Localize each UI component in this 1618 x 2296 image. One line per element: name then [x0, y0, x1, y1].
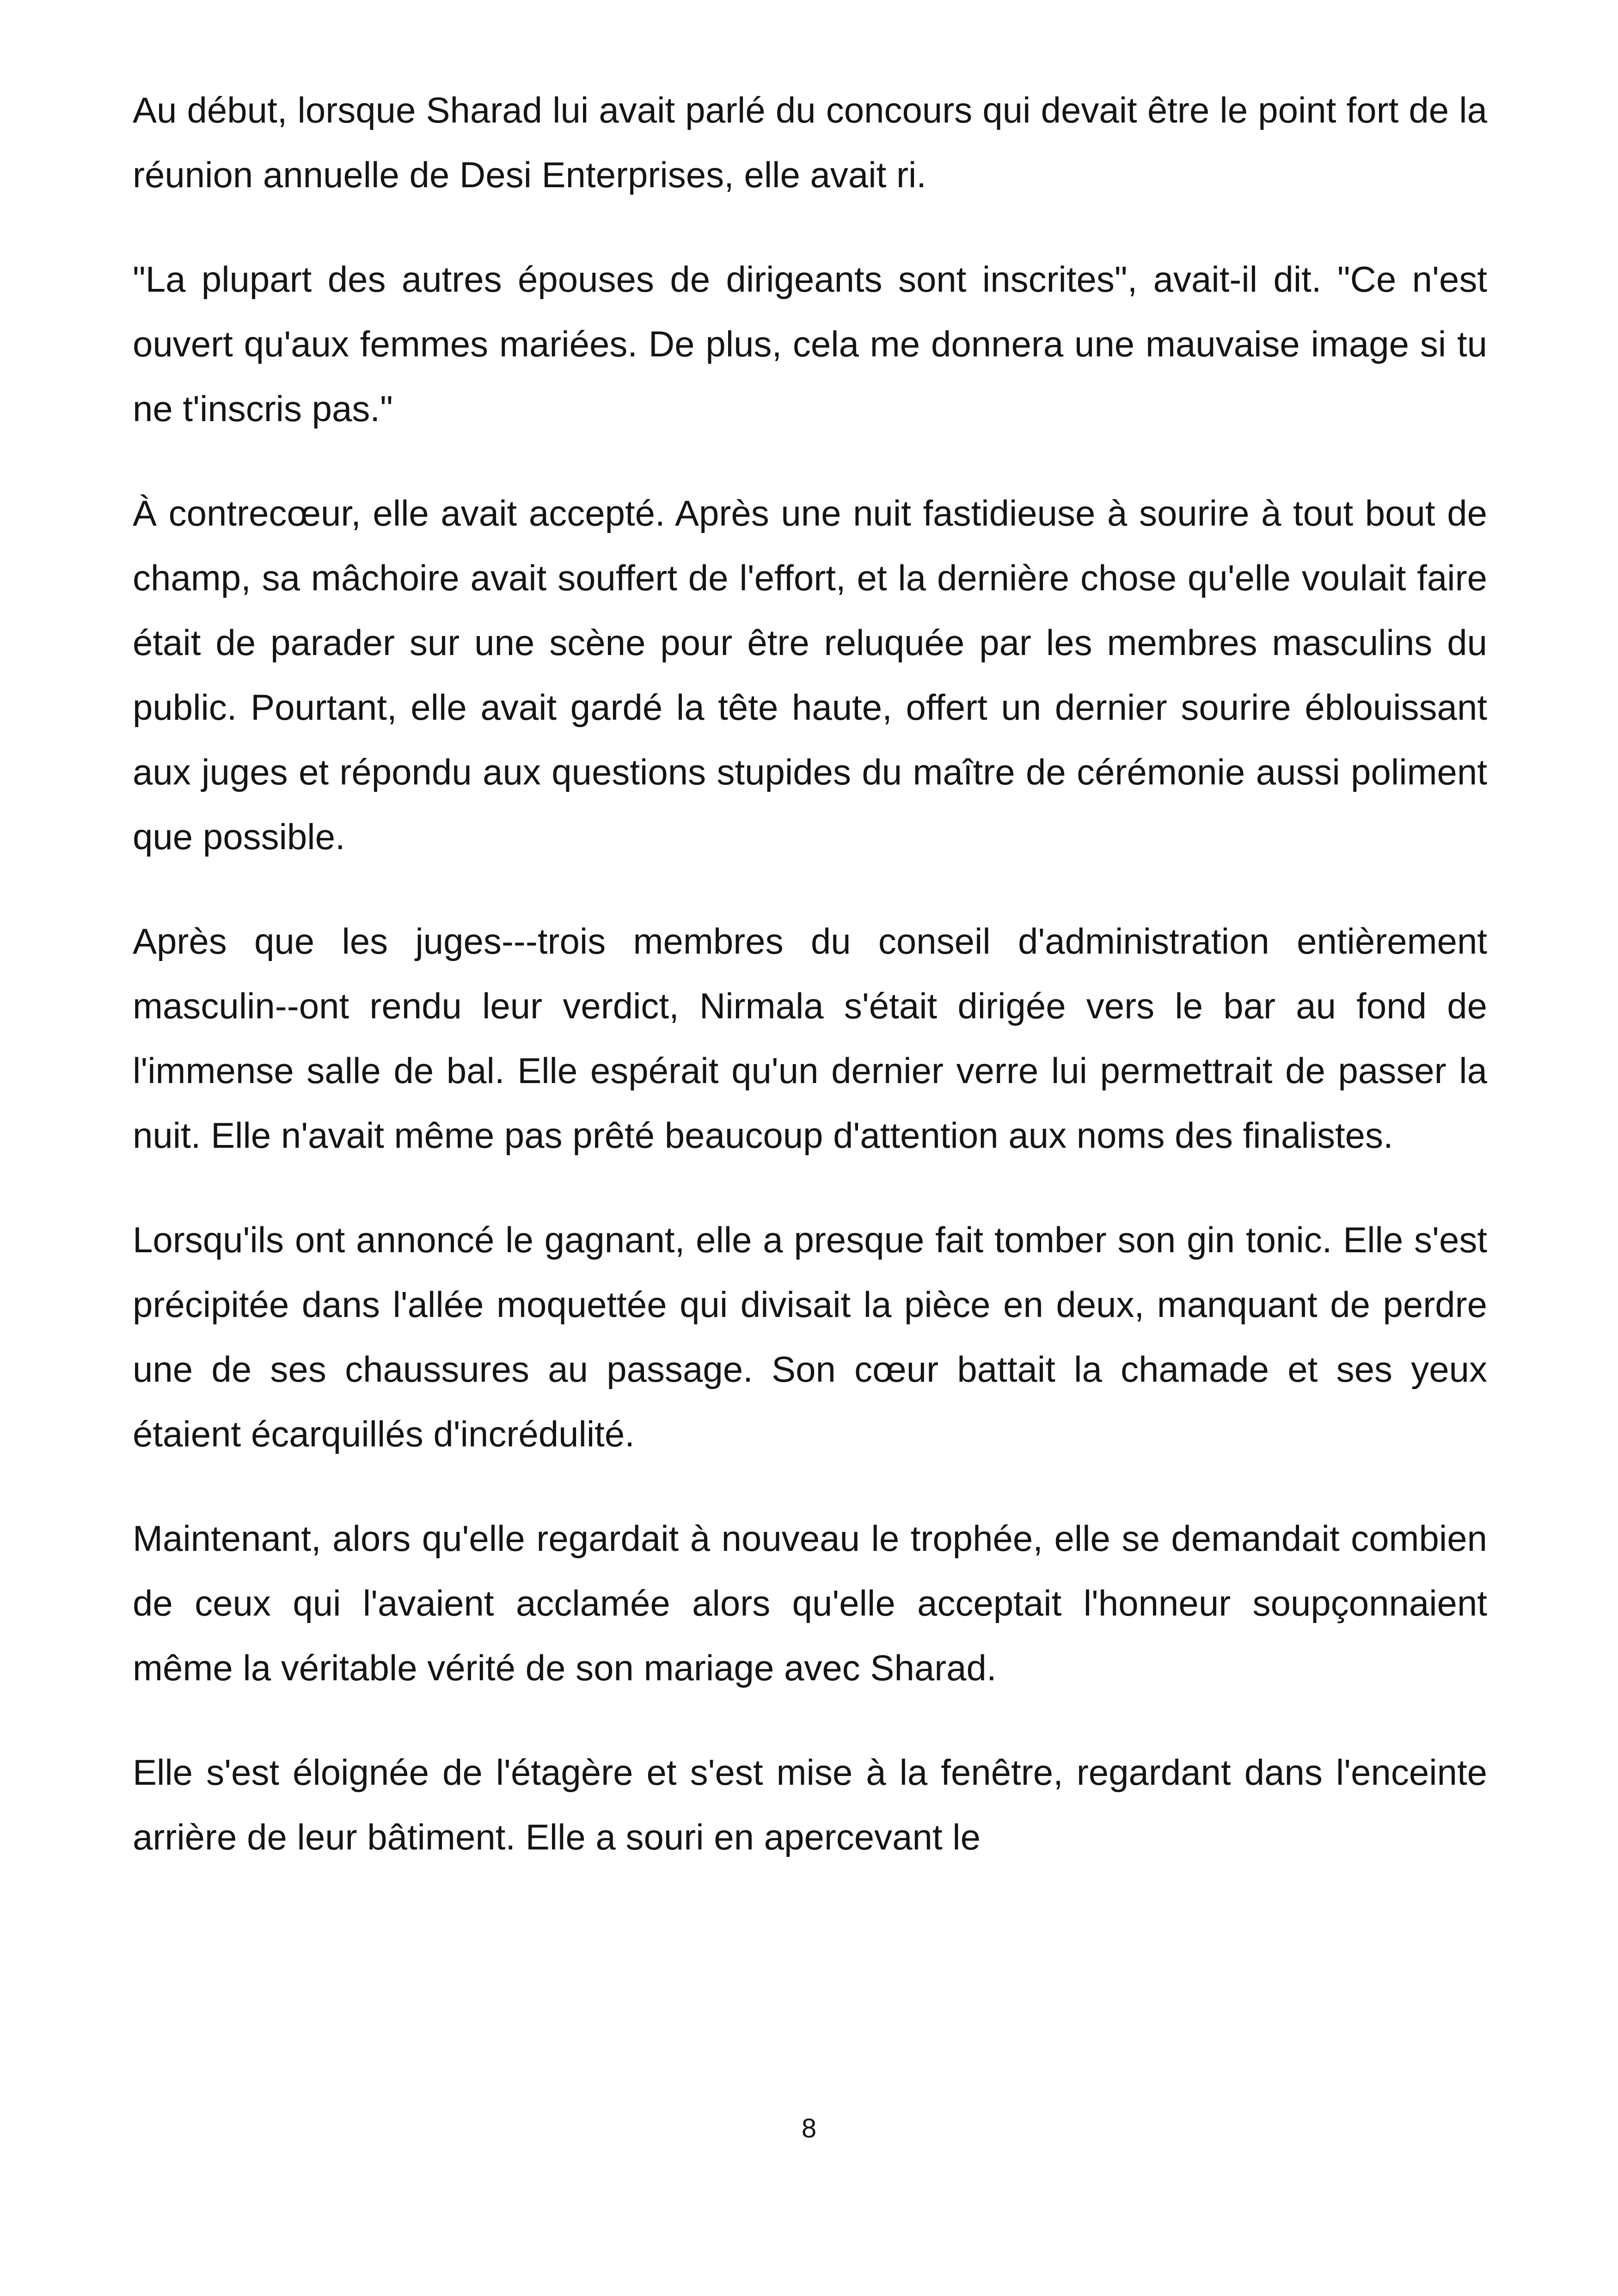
page-number: 8 — [801, 2113, 817, 2143]
paragraph: Au début, lorsque Sharad lui avait parlé du concours qui devait être le point fort de la réunion annuelle de Desi Enterprises, elle avait ri. — [133, 90, 1487, 195]
paragraph: Lorsqu'ils ont annoncé le gagnant, elle a presque fait tomber son gin tonic. Elle s'est précipitée dans l'allée moquettée qui divisait la pièce en deux, manquant de perdre une de ses chaussures au passage. Son cœur battait la chamade et ses yeux étaient écarquillés d'incrédulité. — [133, 1219, 1487, 1454]
paragraph: Après que les juges---trois membres du conseil d'administration entièrement masculin--ont rendu leur verdict, Nirmala s'était dirigée vers le bar au fond de l'immense salle de bal. Elle espérait qu'un dernier verre lui permettrait de passer la nuit. Elle n'avait même pas prêté beaucoup d'attention aux noms des finalistes. — [133, 921, 1487, 1156]
body-text — [133, 78, 1487, 1909]
paragraph: À contrecœur, elle avait accepté. Après une nuit fastidieuse à sourire à tout bout de champ, sa mâchoire avait souffert de l'effort, et la dernière chose qu'elle voulait faire était de parader sur une scène pour être reluquée par les membres masculins du public. Pourtant, elle avait gardé la tête haute, offert un dernier sourire éblouissant aux juges et répondu aux questions stupides du maître de cérémonie aussi poliment que possible. — [133, 493, 1487, 857]
paragraph: Maintenant, alors qu'elle regardait à nouveau le trophée, elle se demandait combien de ceux qui l'avaient acclamée alors qu'elle acceptait l'honneur soupçonnaient même la véritable vérité de son mariage avec Sharad. — [133, 1518, 1487, 1688]
paragraph: "La plupart des autres épouses de dirigeants sont inscrites", avait-il dit. "Ce n'est ouvert qu'aux femmes mariées. De plus, cela me donnera une mauvaise image si tu ne t'inscris pas." — [133, 259, 1487, 429]
paragraph-continued: Elle s'est éloignée de l'étagère et s'est mise à la fenêtre, regardant dans l'enceinte arrière de leur bâtiment. Elle a souri en apercevant le — [133, 1752, 1487, 1857]
